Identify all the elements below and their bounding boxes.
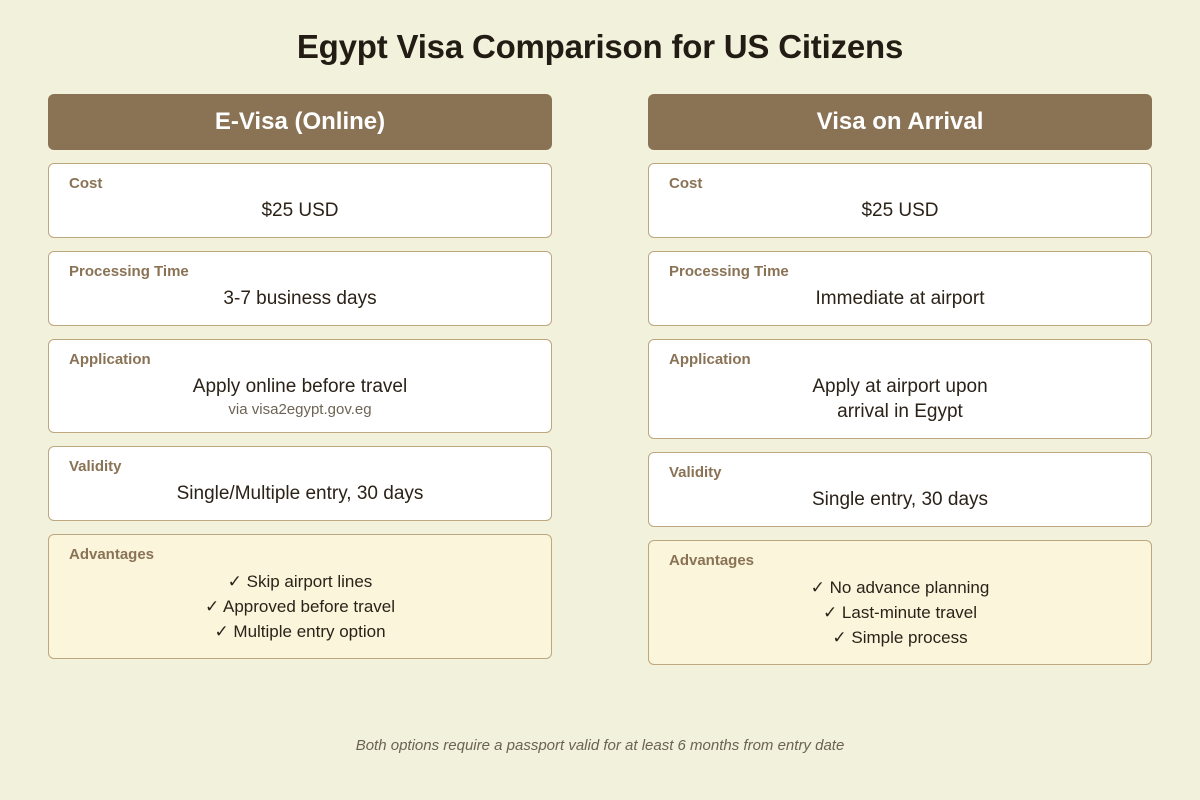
- column-evisa: [48, 94, 552, 665]
- card-label: Cost: [69, 175, 103, 192]
- list-item: ✓ No advance planning: [810, 578, 990, 597]
- card-value: 3-7 business days: [223, 288, 377, 309]
- card-subvalue: via visa2egypt.gov.eg: [228, 401, 372, 418]
- list-item: ✓ Simple process: [832, 628, 968, 647]
- card-value-line2: arrival in Egypt: [837, 401, 963, 422]
- card-application-voa: [648, 339, 1152, 439]
- footer-note: Both options require a passport valid for at least 6 months from entry date: [355, 737, 845, 754]
- column-header-evisa: E-Visa (Online): [48, 94, 552, 150]
- card-value: $25 USD: [861, 200, 939, 221]
- column-header-visa-on-arrival: Visa on Arrival: [648, 94, 1152, 150]
- card-label: Validity: [69, 458, 122, 475]
- page-title: Egypt Visa Comparison for US Citizens: [296, 28, 904, 65]
- card-validity-evisa: [48, 446, 552, 521]
- card-cost-evisa: [48, 163, 552, 238]
- card-label: Advantages: [69, 546, 155, 563]
- card-value: Single/Multiple entry, 30 days: [176, 483, 424, 504]
- list-item: ✓ Approved before travel: [204, 597, 396, 616]
- card-label: Application: [69, 351, 151, 368]
- card-advantages-voa: [648, 540, 1152, 665]
- card-value: Apply online before travel: [192, 376, 408, 397]
- advantages-list-voa: [669, 575, 1131, 650]
- card-application-evisa: [48, 339, 552, 433]
- advantages-list-evisa: [69, 569, 531, 644]
- card-processing-time-voa: [648, 251, 1152, 326]
- card-label: Cost: [669, 175, 703, 192]
- list-item: ✓ Skip airport lines: [227, 572, 373, 591]
- card-label: Processing Time: [69, 263, 189, 280]
- list-item: ✓ Multiple entry option: [214, 622, 386, 641]
- card-label: Advantages: [669, 552, 755, 569]
- card-label: Processing Time: [669, 263, 789, 280]
- card-cost-voa: [648, 163, 1152, 238]
- card-value: Apply at airport upon: [812, 376, 988, 397]
- card-validity-voa: [648, 452, 1152, 527]
- card-value: Immediate at airport: [815, 288, 985, 309]
- list-item: ✓ Last-minute travel: [822, 603, 978, 622]
- card-value: Single entry, 30 days: [811, 489, 989, 510]
- card-processing-time-evisa: [48, 251, 552, 326]
- column-visa-on-arrival: [648, 94, 1152, 665]
- card-label: Application: [669, 351, 751, 368]
- card-advantages-evisa: [48, 534, 552, 659]
- comparison-columns: [0, 94, 1200, 665]
- card-value: $25 USD: [261, 200, 339, 221]
- card-label: Validity: [669, 464, 722, 481]
